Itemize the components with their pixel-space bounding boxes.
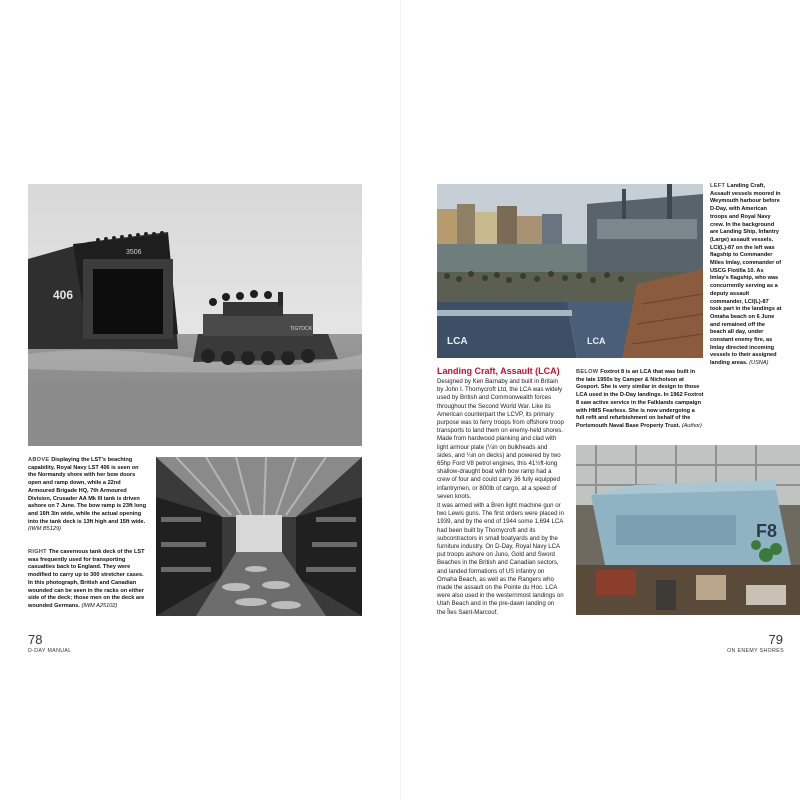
caption-source: (IWM B5129): [28, 526, 61, 533]
lca-weymouth-harbour-photo: [437, 184, 703, 358]
caption-above: [28, 457, 148, 534]
foxtrot-8-restoration-photo: [576, 445, 800, 615]
tank-deck-stretcher-photo: [156, 457, 362, 616]
caption-text: Foxtrot 8 is an LCA that was built in the late 1950s by Camper & Nicholson at Gosport. She is very similar in design to those LCA used in the D-Day landings. In 1962 Foxtrot 8 saw active service in the Falklands campaign with HMS Fearless. She is now undergoing a full refit and refurbishment on behalf of the Portsmouth Naval Base Property Trust.: [576, 369, 704, 429]
body-paragraph: It was armed with a Bren light machine gun or two Lewis guns. The first orders were placed in 1939, and by the end of 1944 some 1,694 LCA had been built by Thornycroft and its subcontractors in small boatyards and by the furniture industry. On D-Day, Royal Navy LCA put troops ashore on Juno, Gold and Sword Beaches in the British and Canadian sectors, and landed formations of US infantry on Omaha Beach, as well as the Rangers who made the assault on the Pointe du Hoc. LCA were also used in the westernmost landings on Utah Beach and in the pre-dawn landing on the Îles Saint-Marcouf.: [437, 502, 564, 616]
section-heading: Landing Craft, Assault (LCA): [437, 366, 560, 376]
caption-text: The cavernous tank deck of the LST was frequently used for transporting casualties back to England. They were modified to carry up to 300 stretcher cases. In this photograph, British and Canadian wounded can be seen in the racks on either side of the deck; those men on the deck are wounded Germans.: [28, 549, 145, 609]
caption-text: Displaying the LST's beaching capability, Royal Navy LST 406 is seen on the Normandy shore with her bow doors open and ramp down, while a 22nd Armoured Brigade HQ, 7th Armoured Division, Crusader AA Mk III tank is driven ashore on 7 June. The bow ramp is 23ft long and 16ft 3in wide, while the actual opening into the tank deck is 13ft high and 15ft wide.: [28, 457, 147, 525]
page-number: 78: [28, 632, 43, 647]
caption-source: (USNA): [749, 360, 769, 367]
caption-source: (Author): [681, 422, 702, 429]
caption-left: [710, 183, 782, 368]
caption-below: [576, 369, 704, 431]
caption-right: [28, 549, 148, 611]
caption-lead: RIGHT: [28, 549, 49, 555]
svg-text:3506: 3506: [126, 249, 142, 256]
svg-text:406: 406: [53, 288, 74, 302]
landing-ship-tank-beaching-photo: [28, 184, 362, 446]
caption-lead: BELOW: [576, 369, 601, 375]
running-head: ON ENEMY SHORES: [727, 648, 784, 654]
svg-text:LCA: LCA: [447, 336, 468, 347]
body-text: [437, 378, 564, 618]
svg-text:F8: F8: [756, 521, 778, 541]
svg-text:LCA: LCA: [587, 336, 606, 346]
svg-text:TIGTOCK: TIGTOCK: [290, 326, 313, 332]
running-head: D-DAY MANUAL: [28, 648, 72, 654]
page-number: 79: [768, 632, 783, 647]
body-paragraph: Designed by Ken Barnaby and built in Britain by John I. Thornycroft Ltd, the LCA was widely used by British and Commonwealth forces throughout the Second World War. Like its American counterpart the LCVP, its primary purpose was to ferry troops from offshore troop transports to land them on enemy-held shores. Made from hardwood planking and clad with light armour plate (¼in on bulkheads and sides, and ¼in on decks) and powered by two 65hp Ford V8 petrol engines, this 41½ft-long shallow-draught boat with bow ramp had a crew of four and could carry 36 fully equipped infantrymen, or 800lb of cargo, at a speed of seven knots.: [437, 378, 564, 500]
caption-text: Landing Craft, Assault vessels moored in Weymouth harbour before D-Day, with American troops and Royal Navy crew. In the background are Landing Ship, Infantry (Large) assault vessels. LCI(L)-87 on the left was flagship to Commander Miles Imlay, commander of USCG Flotilla 10. As Imlay's flagship, who was concurrently serving as a deputy assault commander, LCI(L)-87 took part in the landings at Omaha beach on 6 June and remained off the beach all day, under constant enemy fire, as Imlay directed incoming vessels to their assigned landing areas.: [710, 183, 782, 367]
right-page: [400, 0, 800, 800]
caption-lead: LEFT: [710, 183, 728, 189]
caption-source: (IWM A25102): [81, 602, 118, 609]
caption-lead: ABOVE: [28, 457, 52, 463]
